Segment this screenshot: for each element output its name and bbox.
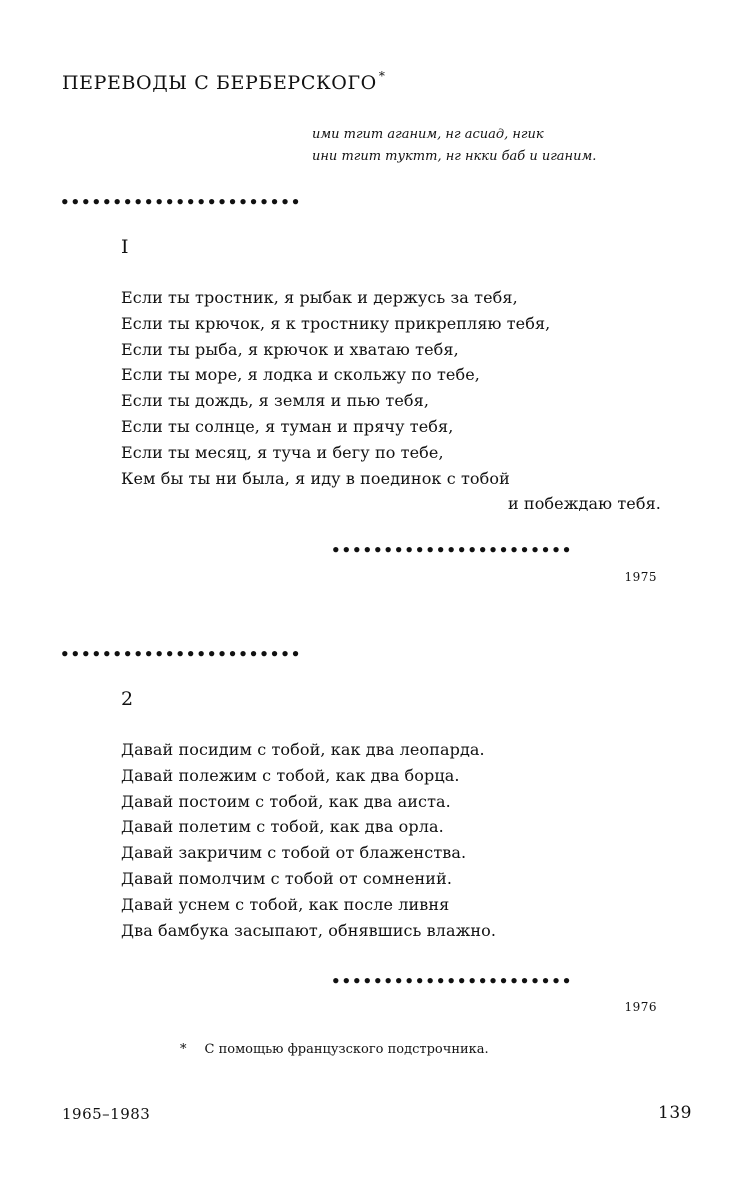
running-footer-years: 1965–1983 xyxy=(62,1105,151,1123)
title-footnote-mark: * xyxy=(378,69,386,83)
poem-year-1: 1975 xyxy=(624,570,657,584)
poem-line: Если ты солнце, я туман и прячу тебя, xyxy=(121,416,454,436)
poem-line: Если ты тростник, я рыбак и держусь за тебя, xyxy=(121,288,518,307)
poem-line: Два бамбука засыпают, обнявшись влажно. xyxy=(121,920,497,940)
page-number: 139 xyxy=(658,1103,692,1123)
section-number-1: I xyxy=(121,236,129,258)
poem-line: Если ты крючок, я к тростнику прикрепляю тебя, xyxy=(121,313,551,333)
section-number-2: 2 xyxy=(121,688,134,710)
epigraph-line: ини тгит туктт, нг нкки баб и иганим. xyxy=(312,149,597,164)
page-title xyxy=(62,69,386,94)
poem-line: Давай уснем с тобой, как после ливня xyxy=(121,894,450,914)
poem-line: Давай полетим с тобой, как два орла. xyxy=(121,817,444,837)
poem-year-2: 1976 xyxy=(624,1000,657,1014)
poem-line: Кем бы ты ни была, я иду в поединок с тобой xyxy=(121,468,510,488)
poem-line: Давай постоим с тобой, как два аиста. xyxy=(121,791,451,811)
separator-bottom-2: ••••••••••••••••••••••• xyxy=(331,972,573,990)
poem-line: Давай посидим с тобой, как два леопарда. xyxy=(121,740,485,759)
separator-bottom-1: ••••••••••••••••••••••• xyxy=(331,541,573,559)
footnote xyxy=(180,1042,489,1057)
epigraph xyxy=(312,124,596,168)
separator-top-2: ••••••••••••••••••••••• xyxy=(60,645,302,663)
poem-line: Давай полежим с тобой, как два борца. xyxy=(121,765,460,785)
epigraph-line: ими тгит аганим, нг асиад, нгик xyxy=(312,127,544,142)
poem-line: Давай помолчим с тобой от сомнений. xyxy=(121,868,453,888)
poem-line: Если ты месяц, я туча и бегу по тебе, xyxy=(121,442,444,462)
poem-2 xyxy=(121,737,496,943)
title-text: ПЕРЕВОДЫ С БЕРБЕРСКОГО xyxy=(62,72,377,94)
poem-line: Давай закричим с тобой от блаженства. xyxy=(121,843,467,863)
footnote-mark: * xyxy=(180,1042,187,1057)
footnote-text: С помощью французского подстрочника. xyxy=(204,1042,489,1057)
poem-line: Если ты рыба, я крючок и хватаю тебя, xyxy=(121,339,459,359)
poem-line: Если ты море, я лодка и скольжу по тебе, xyxy=(121,365,480,385)
poem-line: Если ты дождь, я земля и пью тебя, xyxy=(121,391,430,411)
poem-1 xyxy=(121,285,661,517)
poem-line-indented: и побеждаю тебя. xyxy=(507,494,661,514)
separator-top-1: ••••••••••••••••••••••• xyxy=(60,193,302,211)
